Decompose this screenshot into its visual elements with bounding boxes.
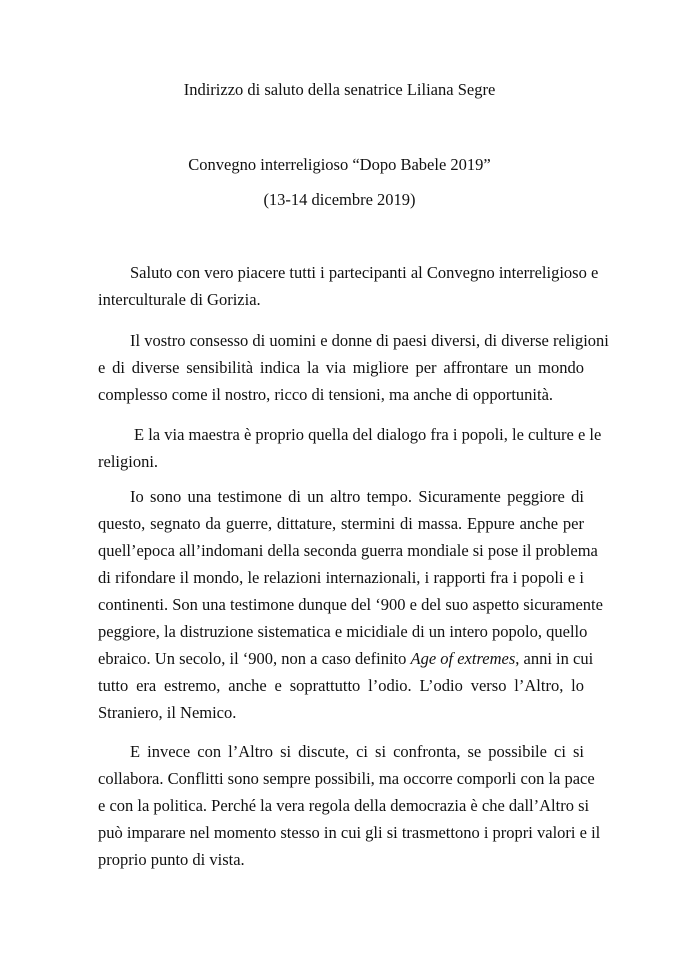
paragraph-3 xyxy=(98,421,602,475)
paragraph-2 xyxy=(98,327,609,408)
paragraph-4 xyxy=(98,483,603,726)
paragraph-line: interculturale di Gorizia. xyxy=(98,290,261,309)
paragraph-line: Saluto con vero piacere tutti i partecipanti al Convegno interreligioso e xyxy=(130,263,599,282)
italic-phrase: Age of extremes xyxy=(410,649,516,668)
paragraph-line: quell’epoca all’indomani della seconda guerra mondiale si pose il problema xyxy=(98,541,598,560)
paragraph-line: e di diverse sensibilità indica la via migliore per affrontare un mondo xyxy=(98,358,584,377)
paragraph-line: collabora. Conflitti sono sempre possibili, ma occorre comporli con la pace xyxy=(98,769,595,788)
paragraph-line: questo, segnato da guerre, dittature, stermini di massa. Eppure anche per xyxy=(98,514,584,533)
event-dates: (13-14 dicembre 2019) xyxy=(263,190,416,209)
paragraph-line: tutto era estremo, anche e soprattutto l’odio. L’odio verso l’Altro, lo xyxy=(98,676,584,695)
paragraph-line: E la via maestra è proprio quella del dialogo fra i popoli, le culture e le xyxy=(134,425,602,444)
paragraph-line: può imparare nel momento stesso in cui gli si trasmettono i propri valori e il xyxy=(98,823,601,842)
paragraph-1 xyxy=(98,259,599,313)
paragraph-line: e con la politica. Perché la vera regola della democrazia è che dall’Altro si xyxy=(98,796,590,815)
paragraph-line: proprio punto di vista. xyxy=(98,850,245,869)
event-title: Convegno interreligioso “Dopo Babele 2019” xyxy=(188,155,491,174)
paragraph-line: continenti. Son una testimone dunque del ‘900 e del suo aspetto sicuramente xyxy=(98,595,603,614)
line-text: , anni in cui xyxy=(515,649,594,668)
paragraph-line: complesso come il nostro, ricco di tensioni, ma anche di opportunità. xyxy=(98,385,554,404)
paragraph-line: di rifondare il mondo, le relazioni internazionali, i rapporti fra i popoli e i xyxy=(98,568,584,587)
paragraph-5 xyxy=(98,738,601,873)
paragraph-line: E invece con l’Altro si discute, ci si confronta, se possibile ci si xyxy=(130,742,584,761)
line-text: ebraico. Un secolo, il ‘900, non a caso definito xyxy=(98,649,411,668)
paragraph-line: Straniero, il Nemico. xyxy=(98,703,237,722)
document-title: Indirizzo di saluto della senatrice Liliana Segre xyxy=(183,80,496,99)
paragraph-line-with-italic xyxy=(98,645,594,672)
paragraph-line: religioni. xyxy=(98,452,159,471)
paragraph-line: peggiore, la distruzione sistematica e micidiale di un intero popolo, quello xyxy=(98,622,588,641)
paragraph-line: Il vostro consesso di uomini e donne di paesi diversi, di diverse religioni xyxy=(130,331,609,350)
paragraph-line: Io sono una testimone di un altro tempo. Sicuramente peggiore di xyxy=(130,487,584,506)
